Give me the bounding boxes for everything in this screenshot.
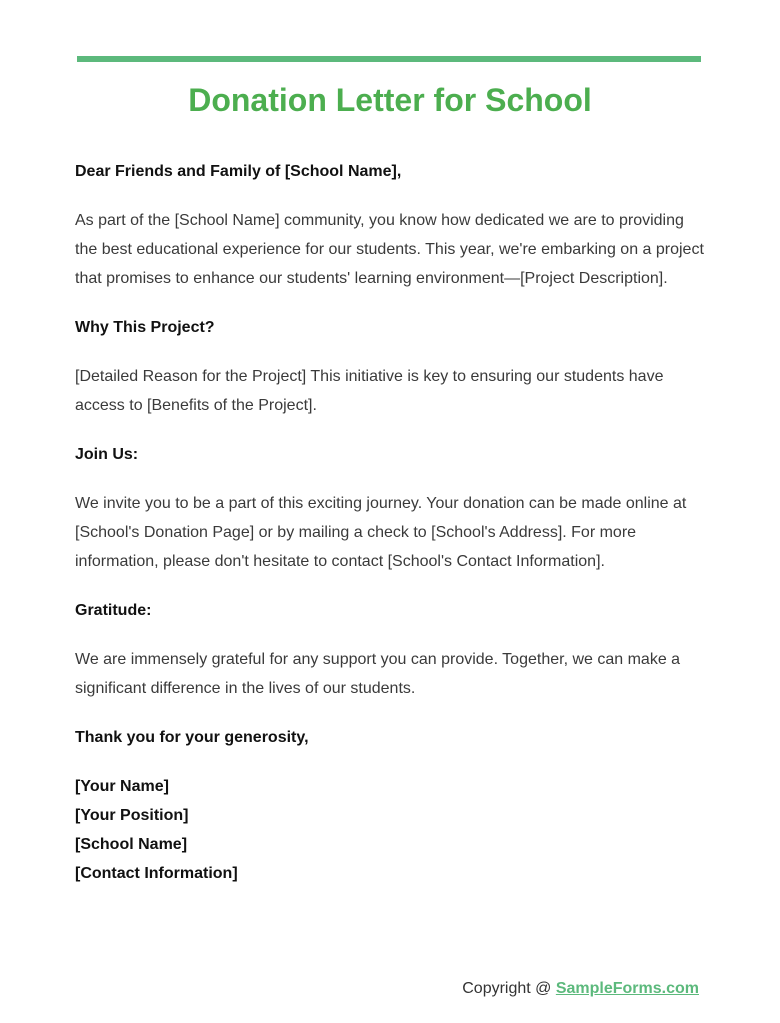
section-heading-join: Join Us: (75, 446, 139, 463)
signature-block (75, 772, 705, 888)
section-body-gratitude: We are immensely grateful for any support you can provide. Together, we can make a significant difference in the lives of our students. (75, 651, 681, 697)
signature-school: [School Name] (75, 836, 188, 853)
signature-name: [Your Name] (75, 778, 169, 795)
signature-position: [Your Position] (75, 807, 189, 824)
section-body-join: We invite you to be a part of this exciting journey. Your donation can be made online at [School's Donation Page] or by mailing a check to [School's Address]. For more information, please don't hesitate to contact [School's Contact Information]. (75, 495, 687, 570)
top-accent-rule (77, 56, 701, 62)
closing-line: Thank you for your generosity, (75, 729, 309, 746)
section-heading-why: Why This Project? (75, 319, 215, 336)
brand-link[interactable]: SampleForms.com (555, 980, 699, 997)
section-heading-gratitude: Gratitude: (75, 602, 152, 619)
copyright-footer (462, 978, 699, 1000)
section-body-why: [Detailed Reason for the Project] This initiative is key to ensuring our students have access to [Benefits of the Project]. (75, 368, 664, 414)
intro-paragraph: As part of the [School Name] community, you know how dedicated we are to providing the best educational experience for our students. This year, we're embarking on a project that promises to enhance our students' learning environment—[Project Description]. (75, 212, 704, 287)
signature-contact: [Contact Information] (75, 865, 238, 882)
letter-body (75, 157, 705, 888)
copyright-text: Copyright @ (462, 980, 556, 997)
salutation: Dear Friends and Family of [School Name], (75, 163, 402, 180)
page-title: Donation Letter for School (188, 82, 592, 118)
